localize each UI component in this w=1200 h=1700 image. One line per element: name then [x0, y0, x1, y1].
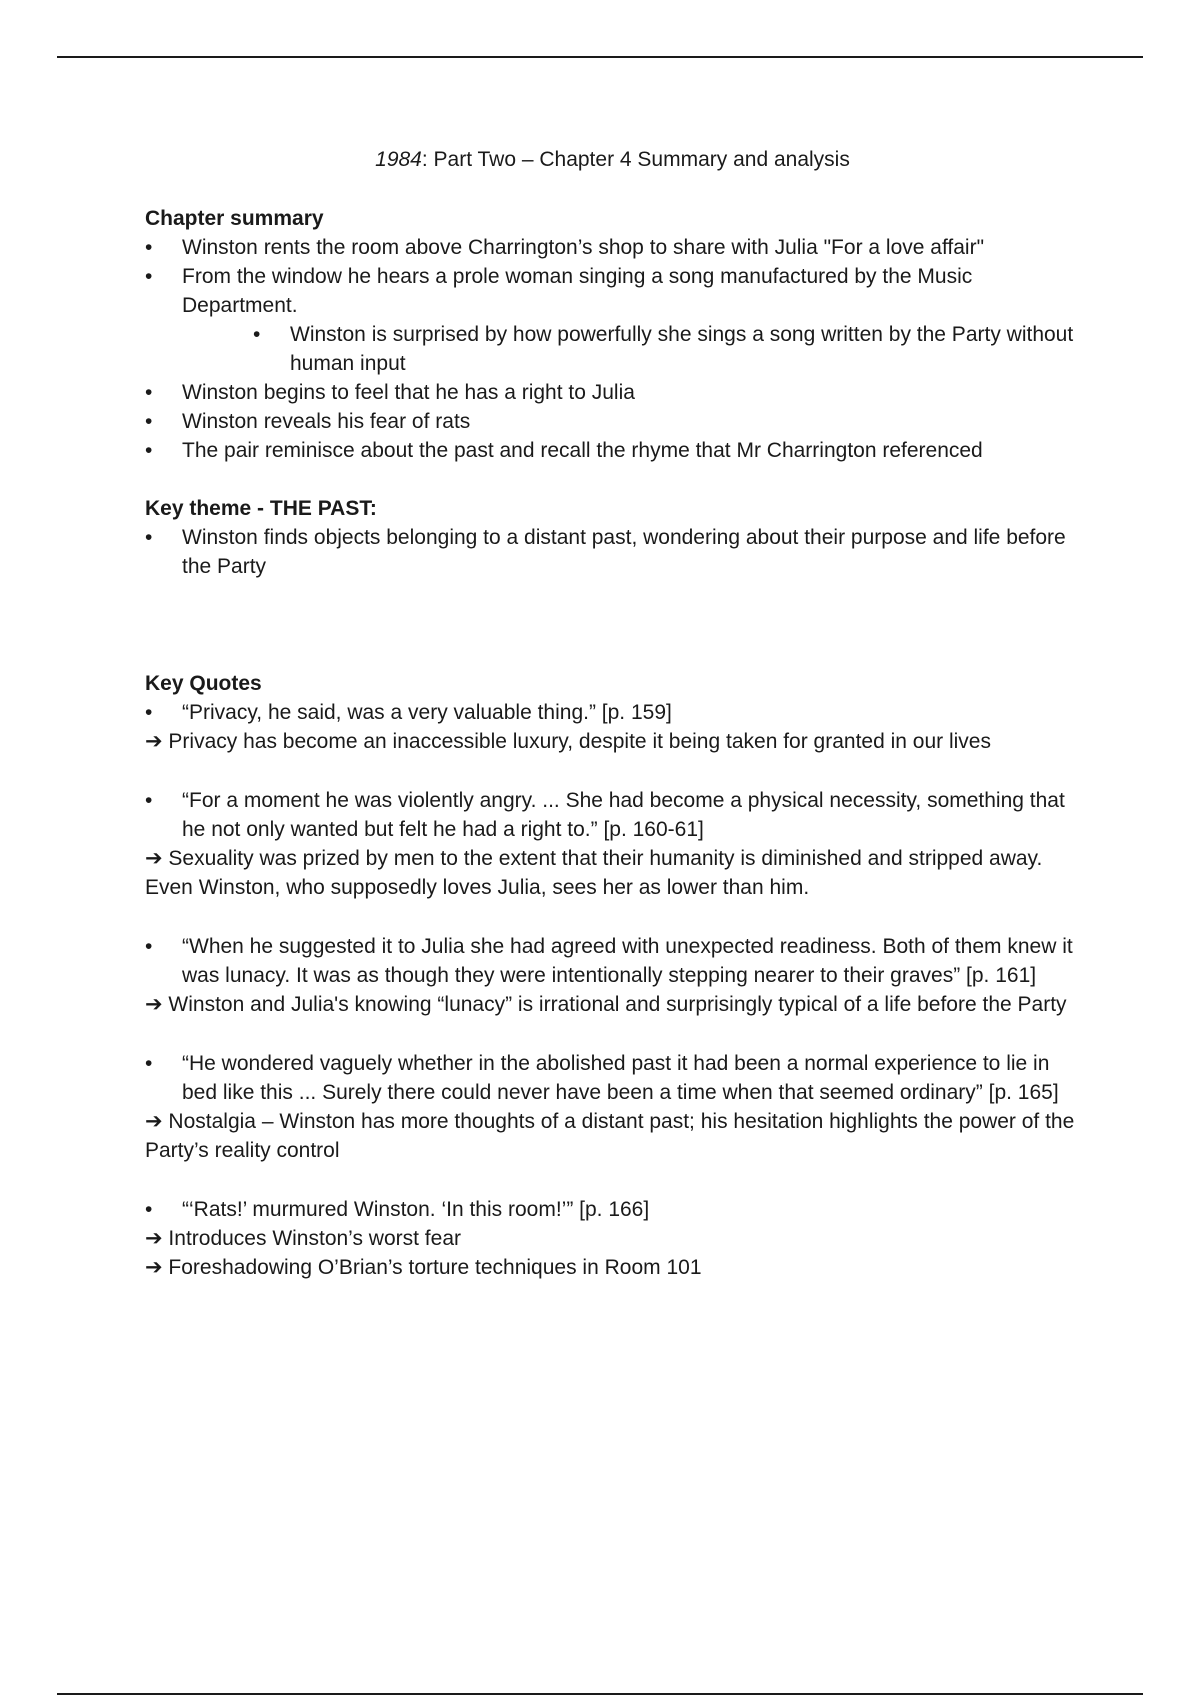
document-body	[145, 145, 1080, 1282]
title-rest: : Part Two – Chapter 4 Summary and analysis	[421, 148, 850, 171]
quote-bullet	[145, 698, 1080, 727]
quote-text: • “‘Rats!’ murmured Winston. ‘In this room!’” [p. 166]	[145, 1195, 1080, 1224]
spacer	[145, 1019, 1080, 1049]
quote-analysis: ➔ Privacy has become an inaccessible luxury, despite it being taken for granted in our lives	[145, 730, 991, 753]
quote-text: • “Privacy, he said, was a very valuable thing.” [p. 159]	[145, 698, 1080, 727]
quote-bullet	[145, 932, 1080, 990]
quote-text: • “He wondered vaguely whether in the abolished past it had been a normal experience to lie in bed like this ... Surely there could never have been a time when that seemed ordinary” [p. 165]	[145, 1049, 1080, 1107]
spacer	[145, 465, 1080, 494]
spacer	[145, 902, 1080, 932]
summary-item: • Winston rents the room above Charrington’s shop to share with Julia "For a love affair"	[145, 233, 1080, 262]
summary-heading: Chapter summary	[145, 207, 324, 230]
theme-list	[145, 523, 1080, 581]
summary-item: • Winston reveals his fear of rats	[145, 407, 1080, 436]
quote-analysis: ➔ Nostalgia – Winston has more thoughts of a distant past; his hesitation highlights the power of the Party’s reality control	[145, 1110, 1075, 1162]
theme-heading: Key theme - THE PAST:	[145, 497, 377, 520]
quote-text: • “For a moment he was violently angry. ... She had become a physical necessity, something that he not only wanted but felt he had a right to.” [p. 160-61]	[145, 786, 1080, 844]
summary-item: • The pair reminisce about the past and recall the rhyme that Mr Charrington referenced	[145, 436, 1080, 465]
quote-bullet	[145, 1195, 1080, 1224]
summary-subitem: • Winston is surprised by how powerfully she sings a song written by the Party without human input	[145, 320, 1080, 378]
summary-list	[145, 233, 1080, 465]
header-rule	[57, 56, 1143, 58]
footer-rule	[57, 1693, 1143, 1695]
title-italic: 1984	[375, 148, 422, 171]
quote-bullet	[145, 1049, 1080, 1107]
quote-bullet	[145, 786, 1080, 844]
spacer	[145, 756, 1080, 786]
summary-item: • From the window he hears a prole woman singing a song manufactured by the Music Department.	[145, 262, 1080, 320]
quote-analysis: ➔ Winston and Julia's knowing “lunacy” is irrational and surprisingly typical of a life before the Party	[145, 993, 1067, 1016]
quote-text: • “When he suggested it to Julia she had agreed with unexpected readiness. Both of them knew it was lunacy. It was as though they were intentionally stepping nearer to their graves” [p. 161]	[145, 932, 1080, 990]
quotes-heading: Key Quotes	[145, 672, 262, 695]
spacer	[145, 581, 1080, 669]
quote-analysis: ➔ Sexuality was prized by men to the extent that their humanity is diminished and stripped away. Even Winston, who supposedly loves Julia, sees her as lower than him.	[145, 847, 1043, 899]
page-title	[145, 145, 1080, 174]
spacer	[145, 1165, 1080, 1195]
theme-item: • Winston finds objects belonging to a distant past, wondering about their purpose and life before the Party	[145, 523, 1080, 581]
summary-item: • Winston begins to feel that he has a right to Julia	[145, 378, 1080, 407]
quote-analysis: ➔ Foreshadowing O’Brian’s torture techniques in Room 101	[145, 1256, 702, 1279]
quote-analysis: ➔ Introduces Winston’s worst fear	[145, 1227, 461, 1250]
